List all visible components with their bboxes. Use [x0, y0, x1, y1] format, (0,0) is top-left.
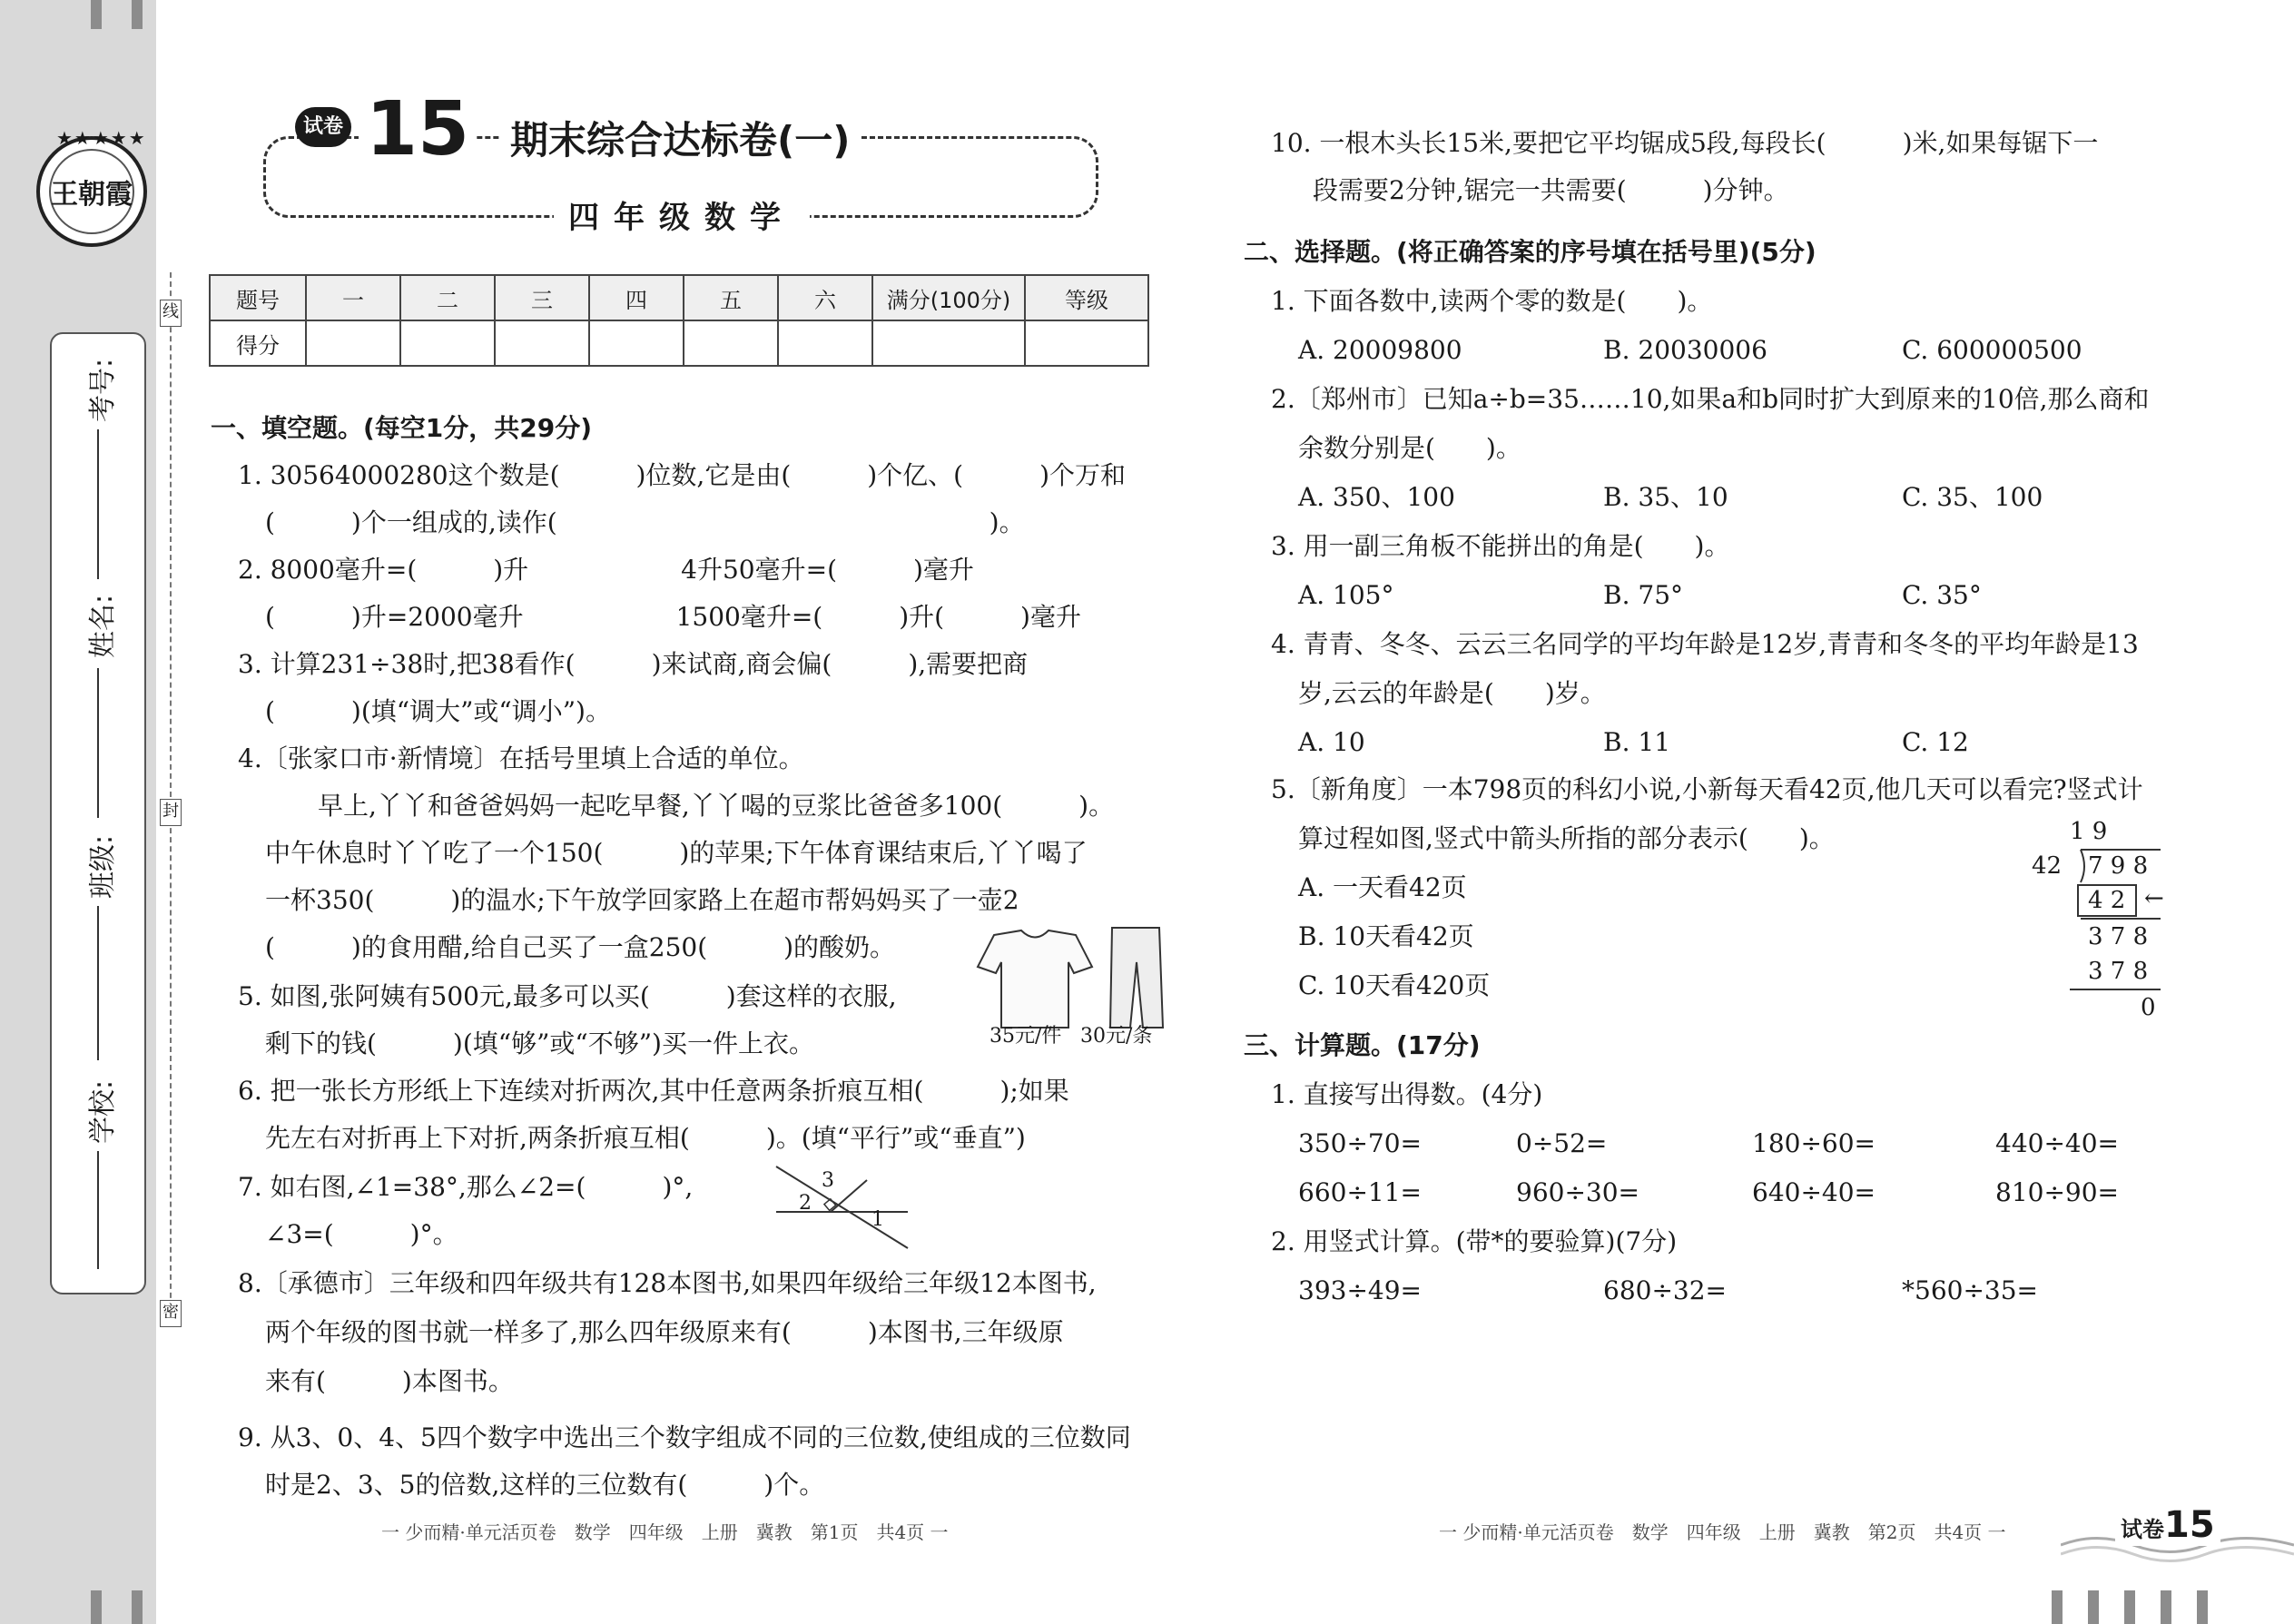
school-label: 学校: — [86, 1079, 119, 1145]
question-line: 两个年级的图书就一样多了,那么四年级原来有( )本图书,三年级原 — [265, 1317, 1064, 1347]
pants-icon — [1110, 928, 1163, 1028]
table-header-cell: 六 — [778, 275, 872, 320]
choice-option: C. 35、100 — [1902, 482, 2043, 512]
table-header-cell: 二 — [400, 275, 495, 320]
score-cell[interactable] — [778, 320, 872, 366]
question-line: 8.〔承德市〕三年级和四年级共有128本图书,如果四年级给三年级12本图书, — [238, 1268, 1097, 1298]
score-cell[interactable] — [684, 320, 778, 366]
question-line: 5.〔新角度〕一本798页的科幻小说,小新每天看42页,他几天可以看完?竖式计 — [1271, 774, 2143, 804]
class-label: 班级: — [86, 834, 119, 900]
exam-number: 15 — [359, 86, 477, 172]
calc-item: 180÷60= — [1752, 1128, 1876, 1158]
division-dividend: 7 9 8 — [2088, 852, 2149, 880]
calc-item: 350÷70= — [1298, 1128, 1422, 1158]
question-line: 时是2、3、5的倍数,这样的三位数有( )个。 — [265, 1470, 825, 1500]
publisher-logo — [36, 127, 147, 247]
calc-item: 0÷52= — [1516, 1128, 1608, 1158]
name-label: 姓名: — [86, 594, 119, 659]
question-line: 4.〔张家口市·新情境〕在括号里填上合适的单位。 — [238, 743, 804, 773]
calc-item: 393÷49= — [1298, 1275, 1422, 1305]
strip-mark — [91, 1590, 102, 1624]
choice-option: C. 12 — [1902, 727, 1969, 757]
calc-item: 640÷40= — [1752, 1177, 1876, 1207]
division-remainder: 0 — [2141, 994, 2156, 1021]
question-line: 6. 把一张长方形纸上下连续对折两次,其中任意两条折痕互相( );如果 — [238, 1076, 1069, 1106]
question-line: ( )的食用醋,给自己买了一盒250( )的酸奶。 — [265, 932, 896, 962]
exam-number-label: 考号: — [86, 358, 119, 423]
choice-option: A. 105° — [1298, 580, 1394, 610]
class-line[interactable] — [97, 906, 99, 1060]
question-line: 一杯350( )的温水;下午放学回家路上在超市帮妈妈买了一壶2 — [265, 885, 1019, 915]
table-header-cell: 满分(100分) — [872, 275, 1025, 320]
calc-item: 440÷40= — [1995, 1128, 2119, 1158]
school-line[interactable] — [97, 1151, 99, 1269]
calc-item: *560÷35= — [1902, 1275, 2038, 1305]
table-header-cell: 题号 — [210, 275, 306, 320]
question-line: ∠3=( )°。 — [265, 1219, 458, 1249]
calc-item: 960÷30= — [1516, 1177, 1639, 1207]
choice-option: A. 20009800 — [1298, 335, 1462, 365]
score-table-row — [210, 320, 1148, 366]
page-footer-left: 一 少而精·单元活页卷 数学 四年级 上册 冀教 第1页 共4页 一 — [381, 1521, 949, 1543]
student-info-box — [50, 332, 146, 1294]
choice-option: C. 600000500 — [1902, 335, 2082, 365]
question-line: 中午休息时丫丫吃了一个150( )的苹果;下午体育课结束后,丫丫喝了 — [265, 838, 1088, 868]
question-line: ( )(填“调大”或“调小”)。 — [265, 696, 611, 726]
angle-label: 3 — [822, 1169, 834, 1192]
score-table-header — [210, 275, 1148, 320]
angle-figure — [767, 1162, 912, 1253]
strip-mark — [132, 1590, 143, 1624]
seal-mark-line: 线 — [160, 300, 182, 327]
division-step2: 3 7 8 — [2088, 923, 2149, 950]
strip-mark — [132, 0, 143, 29]
division-quotient: 1 9 — [2070, 818, 2108, 845]
question-line: 剩下的钱( )(填“够”或“不够”)买一件上衣。 — [265, 1029, 814, 1058]
strip-mark — [2161, 1590, 2171, 1624]
seal-mark-seal: 封 — [160, 799, 182, 826]
shirt-price: 35元/件 — [989, 1025, 1062, 1048]
choice-option: A. 350、100 — [1298, 482, 1455, 512]
exam-number-line[interactable] — [97, 429, 99, 579]
score-row-label: 得分 — [210, 320, 306, 366]
calc-item: 810÷90= — [1995, 1177, 2119, 1207]
strip-mark — [2052, 1590, 2063, 1624]
division-step3: 3 7 8 — [2088, 958, 2149, 985]
choice-option: B. 35、10 — [1603, 482, 1728, 512]
table-header-cell: 等级 — [1025, 275, 1148, 320]
question-line: 2. 8000毫升=( )升 4升50毫升=( )毫升 — [238, 555, 974, 585]
question-line: 2. 用竖式计算。(带*的要验算)(7分) — [1271, 1226, 1678, 1256]
question-line: 段需要2分钟,锯完一共需要( )分钟。 — [1313, 175, 1789, 205]
score-table — [209, 274, 1149, 367]
question-line: 岁,云云的年龄是( )岁。 — [1298, 678, 1606, 708]
tail-badge — [2115, 1504, 2220, 1546]
choice-option: A. 10 — [1298, 727, 1365, 757]
choice-option: C. 10天看420页 — [1298, 970, 1491, 1000]
pants-price: 30元/条 — [1080, 1025, 1153, 1048]
table-header-cell: 五 — [684, 275, 778, 320]
exam-badge: 试卷 — [295, 107, 351, 147]
table-header-cell: 三 — [495, 275, 589, 320]
page-title: 期末综合达标卷(一) — [499, 111, 861, 165]
question-line: 1. 30564000280这个数是( )位数,它是由( )个亿、( )个万和 — [238, 460, 1127, 490]
strip-mark — [2124, 1590, 2135, 1624]
logo-text: 王朝霞 — [49, 149, 134, 234]
strip-mark — [91, 0, 102, 29]
score-cell[interactable] — [589, 320, 684, 366]
score-cell[interactable] — [495, 320, 589, 366]
calc-item: 680÷32= — [1603, 1275, 1727, 1305]
question-line: 先左右对折再上下对折,两条折痕互相( )。(填“平行”或“垂直”) — [265, 1123, 1026, 1153]
table-header-cell: 一 — [306, 275, 400, 320]
question-line: 5. 如图,张阿姨有500元,最多可以买( )套这样的衣服, — [238, 981, 897, 1011]
calc-item: 660÷11= — [1298, 1177, 1422, 1207]
table-header-cell: 四 — [589, 275, 684, 320]
section-heading: 一、填空题。(每空1分，共29分) — [211, 413, 593, 443]
choice-option: B. 75° — [1603, 580, 1684, 610]
section-heading: 三、计算题。(17分) — [1244, 1030, 1481, 1060]
question-line: 4. 青青、冬冬、云云三名同学的平均年龄是12岁,青青和冬冬的平均年龄是13 — [1271, 629, 2139, 659]
angle-label: 1 — [871, 1208, 884, 1231]
choice-option: A. 一天看42页 — [1298, 872, 1467, 902]
cut-line — [170, 272, 172, 1316]
score-cell[interactable] — [306, 320, 400, 366]
question-line: 余数分别是( )。 — [1298, 433, 1521, 463]
tail-badge-label: 试卷 — [2121, 1517, 2164, 1542]
division-lines — [2070, 844, 2170, 994]
name-line[interactable] — [97, 668, 99, 818]
seal-mark-secret: 密 — [160, 1300, 182, 1327]
page-footer-right: 一 少而精·单元活页卷 数学 四年级 上册 冀教 第2页 共4页 一 — [1439, 1521, 2006, 1543]
division-step1: 4 2 — [2088, 887, 2126, 914]
question-line: 来有( )本图书。 — [265, 1366, 514, 1396]
score-cell[interactable] — [400, 320, 495, 366]
question-line: 1. 直接写出得数。(4分) — [1271, 1079, 1543, 1109]
question-line: 1. 下面各数中,读两个零的数是( )。 — [1271, 286, 1713, 316]
question-line: 3. 计算231÷38时,把38看作( )来试商,商会偏( ),需要把商 — [238, 649, 1029, 679]
star-icons: ★★★★★ — [56, 127, 147, 149]
arrow-left-icon: ← — [2144, 885, 2164, 912]
score-cell[interactable] — [872, 320, 1025, 366]
shirt-icon — [978, 930, 1092, 1028]
section-heading: 二、选择题。(将正确答案的序号填在括号里)(5分) — [1244, 237, 1816, 267]
question-line: 10. 一根木头长15米,要把它平均锯成5段,每段长( )米,如果每锯下一 — [1271, 128, 2099, 158]
division-divisor: 42 — [2032, 852, 2063, 880]
page-subtitle: 四年级数学 — [554, 192, 810, 237]
angle-label: 2 — [799, 1192, 812, 1215]
tail-badge-number: 15 — [2164, 1504, 2215, 1546]
choice-option: B. 10天看42页 — [1298, 921, 1474, 951]
score-cell[interactable] — [1025, 320, 1148, 366]
choice-option: B. 11 — [1603, 727, 1671, 757]
question-line: ( )个一组成的,读作( )。 — [265, 507, 1025, 537]
strip-mark — [2088, 1590, 2099, 1624]
question-line: 9. 从3、0、4、5四个数字中选出三个数字组成不同的三位数,使组成的三位数同 — [238, 1422, 1131, 1452]
question-line: ( )升=2000毫升 1500毫升=( )升( )毫升 — [265, 602, 1081, 632]
strip-mark — [2197, 1590, 2208, 1624]
choice-option: C. 35° — [1902, 580, 1982, 610]
question-line: 算过程如图,竖式中箭头所指的部分表示( )。 — [1298, 823, 1835, 853]
question-line: 2.〔郑州市〕已知a÷b=35……10,如果a和b同时扩大到原来的10倍,那么商和 — [1271, 384, 2150, 414]
choice-option: B. 20030006 — [1603, 335, 1767, 365]
question-line: 3. 用一副三角板不能拼出的角是( )。 — [1271, 531, 1730, 561]
question-line: 7. 如右图,∠1=38°,那么∠2=( )°, — [238, 1172, 694, 1202]
question-line: 早上,丫丫和爸爸妈妈一起吃早餐,丫丫喝的豆浆比爸爸多100( )。 — [318, 791, 1115, 821]
